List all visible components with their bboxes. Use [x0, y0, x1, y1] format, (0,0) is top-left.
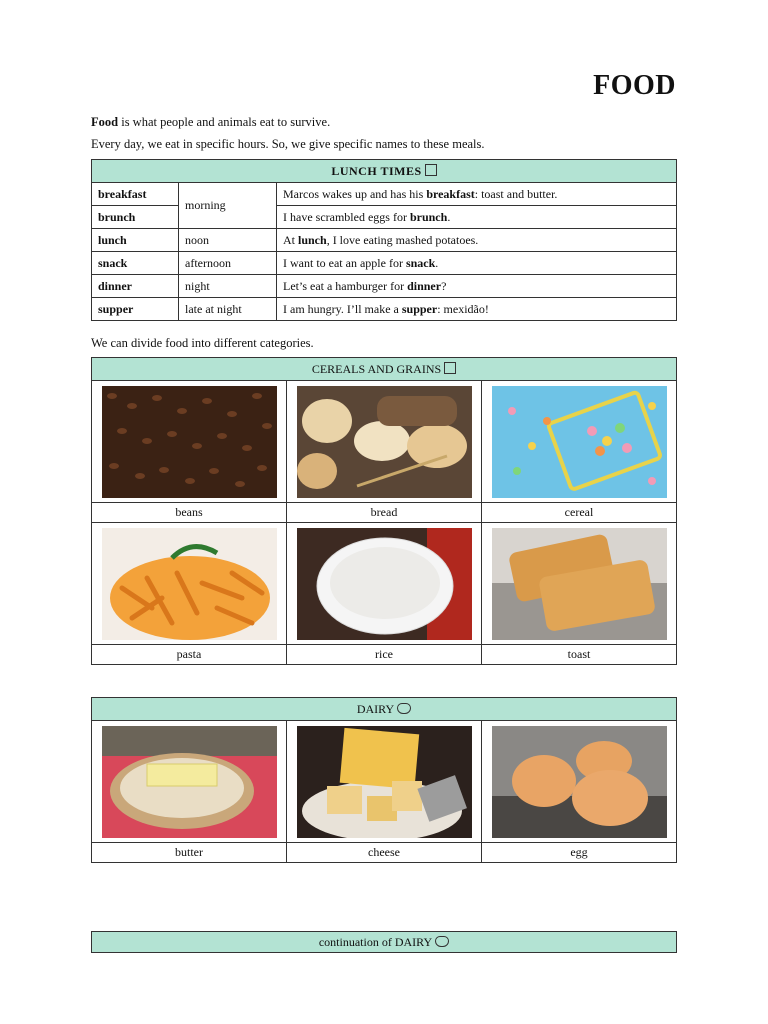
dairy-continuation-header: continuation of DAIRY	[92, 932, 677, 953]
dairy-table	[91, 697, 677, 863]
pasta-image	[102, 528, 277, 640]
intro-line-1-rest: is what people and animals eat to survive.	[118, 115, 331, 129]
page-title: FOOD	[593, 70, 676, 101]
intro-line-1	[91, 115, 330, 130]
cereals-header: CEREALS AND GRAINS	[92, 358, 677, 381]
food-label: butter	[92, 843, 287, 863]
lunch-times-table	[91, 159, 677, 321]
food-label: beans	[92, 503, 287, 523]
table-row: breakfast morning Marcos wakes up and has his breakfast: toast and butter.	[92, 183, 677, 206]
food-label: bread	[287, 503, 482, 523]
cheese-image	[297, 726, 472, 838]
missing-glyph-icon	[425, 164, 437, 176]
dairy-header: DAIRY	[92, 698, 677, 721]
food-label: toast	[482, 645, 677, 665]
food-label: rice	[287, 645, 482, 665]
toast-image	[492, 528, 667, 640]
table-row: dinner night Let’s eat a hamburger for dinner?	[92, 275, 677, 298]
table-row: brunch I have scrambled eggs for brunch.	[92, 206, 677, 229]
food-label: cheese	[287, 843, 482, 863]
egg-image	[492, 726, 667, 838]
food-label: pasta	[92, 645, 287, 665]
intro-line-2: Every day, we eat in specific hours. So, we give specific names to these meals.	[91, 137, 485, 151]
cow-icon	[397, 703, 411, 714]
intro-bold-word: Food	[91, 115, 119, 129]
lunch-times-header: LUNCH TIMES	[92, 160, 677, 183]
food-label: cereal	[482, 503, 677, 523]
rice-image	[297, 528, 472, 640]
bread-image	[297, 386, 472, 498]
table-row: snack afternoon I want to eat an apple for snack.	[92, 252, 677, 275]
cow-icon	[435, 936, 449, 947]
butter-image	[102, 726, 277, 838]
beans-image	[102, 386, 277, 498]
categories-sentence: We can divide food into different categories.	[91, 336, 314, 350]
cereal-image	[492, 386, 667, 498]
dairy-continuation-table	[91, 931, 677, 953]
food-label: egg	[482, 843, 677, 863]
cereals-table	[91, 357, 677, 665]
table-row: lunch noon At lunch, I love eating mashed potatoes.	[92, 229, 677, 252]
missing-glyph-icon	[444, 362, 456, 374]
table-row: supper late at night I am hungry. I’ll make a supper: mexidão!	[92, 298, 677, 321]
